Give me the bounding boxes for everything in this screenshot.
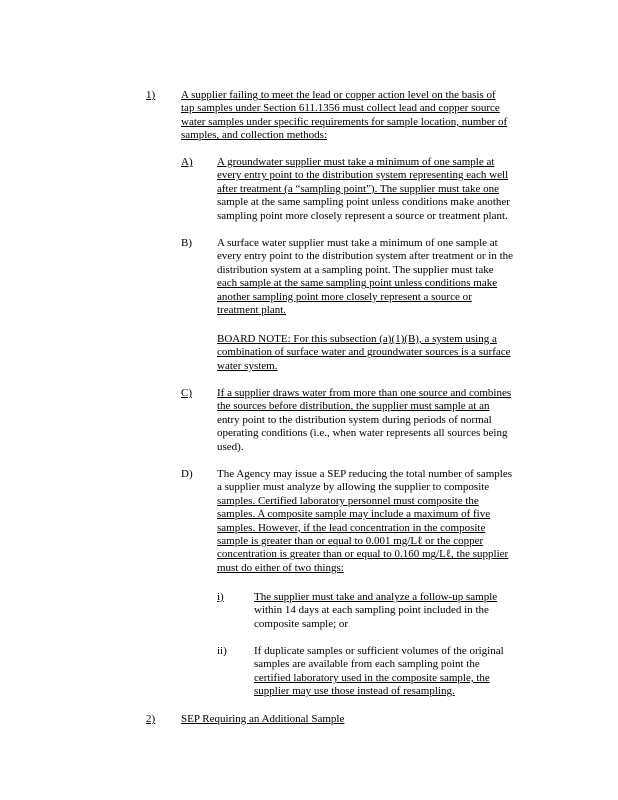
text-line: each sample at the same sampling point unless conditions make — [217, 277, 498, 290]
text-line: entry point to the distribution system during periods of normal — [217, 413, 492, 426]
text-line: used). — [217, 440, 244, 453]
text-line: samples. A composite sample may include a maximum of five — [217, 508, 491, 521]
text-line: operating conditions (i.e., when water represents all sources being — [217, 427, 508, 440]
text-line: A supplier failing to meet the lead or copper action level on the basis of — [181, 89, 496, 101]
item-d-marker: D) — [181, 468, 193, 480]
text-line: sampling point more closely represent a source or treatment plant. — [217, 209, 508, 222]
text-line: sample is greater than or equal to 0.001 mg/Lℓ or the copper — [217, 535, 484, 548]
text-line: treatment plant. — [217, 304, 287, 317]
text-line: distribution system at a sampling point. The supplier must take — [217, 263, 494, 276]
text-line: within 14 days at each sampling point included in the — [254, 604, 489, 617]
section-1-text — [181, 89, 507, 143]
text-line: certified laboratory used in the composite sample, the — [254, 671, 490, 684]
text-line: composite sample; or — [254, 617, 349, 630]
item-ii-text — [254, 645, 504, 699]
item-i-text — [254, 591, 497, 631]
text-line: after treatment (a “sampling point”). The supplier must take one — [217, 182, 500, 195]
item-b-text — [217, 237, 513, 317]
section-1-marker: 1) — [146, 89, 156, 101]
text-line: water system. — [217, 359, 278, 372]
text-line: combination of surface water and groundwater sources is a surface — [217, 346, 511, 359]
text-line: samples. However, if the lead concentration in the composite — [217, 521, 486, 534]
text-line: If duplicate samples or sufficient volumes of the original — [254, 645, 504, 657]
text-line: The Agency may issue a SEP reducing the total number of samples — [217, 468, 512, 480]
text-line: samples, and collection methods: — [181, 129, 328, 142]
text-line: must do either of two things: — [217, 561, 344, 574]
text-line: every entry point to the distribution system representing each well — [217, 169, 509, 182]
board-note — [217, 333, 511, 373]
text-line: concentration is greater than or equal to 0.160 mg/Lℓ, the supplier — [217, 548, 509, 561]
text-line: The supplier must take and analyze a follow-up sample — [254, 591, 498, 603]
text-line: tap samples under Section 611.1356 must collect lead and copper source — [181, 102, 500, 115]
item-b-marker: B) — [181, 237, 192, 249]
text-line: every entry point to the distribution system after treatment or in the — [217, 250, 514, 263]
text-line: If a supplier draws water from more than one source and combines — [217, 387, 512, 399]
item-c-marker: C) — [181, 387, 192, 399]
item-ii-marker: ii) — [217, 645, 227, 657]
text-line: samples are available from each sampling point the — [254, 658, 480, 671]
section-2-marker: 2) — [146, 713, 156, 725]
text-line: supplier may use those instead of resampling. — [254, 685, 455, 698]
item-c-text — [217, 387, 511, 454]
text-line: another sampling point more closely represent a source or — [217, 290, 472, 303]
item-d-text — [217, 468, 512, 575]
text-line: water samples under specific requirements for sample location, number of — [181, 115, 508, 128]
section-2-text — [181, 713, 344, 726]
text-line: BOARD NOTE: For this subsection (a)(1)(B), a system using a — [217, 333, 497, 345]
text-line: a supplier must analyze by allowing the supplier to composite — [217, 481, 490, 494]
item-a-text — [217, 156, 510, 223]
text-line: sample at the same sampling point unless conditions make another — [217, 196, 510, 209]
text-line: SEP Requiring an Additional Sample — [181, 713, 345, 725]
text-line: A surface water supplier must take a minimum of one sample at — [217, 237, 498, 249]
text-line: the sources before distribution, the supplier must sample at an — [217, 400, 490, 413]
item-a-marker: A) — [181, 156, 193, 168]
text-line: samples. Certified laboratory personnel must composite the — [217, 494, 479, 507]
item-i-marker: i) — [217, 591, 224, 603]
text-line: A groundwater supplier must take a minimum of one sample at — [217, 156, 495, 168]
